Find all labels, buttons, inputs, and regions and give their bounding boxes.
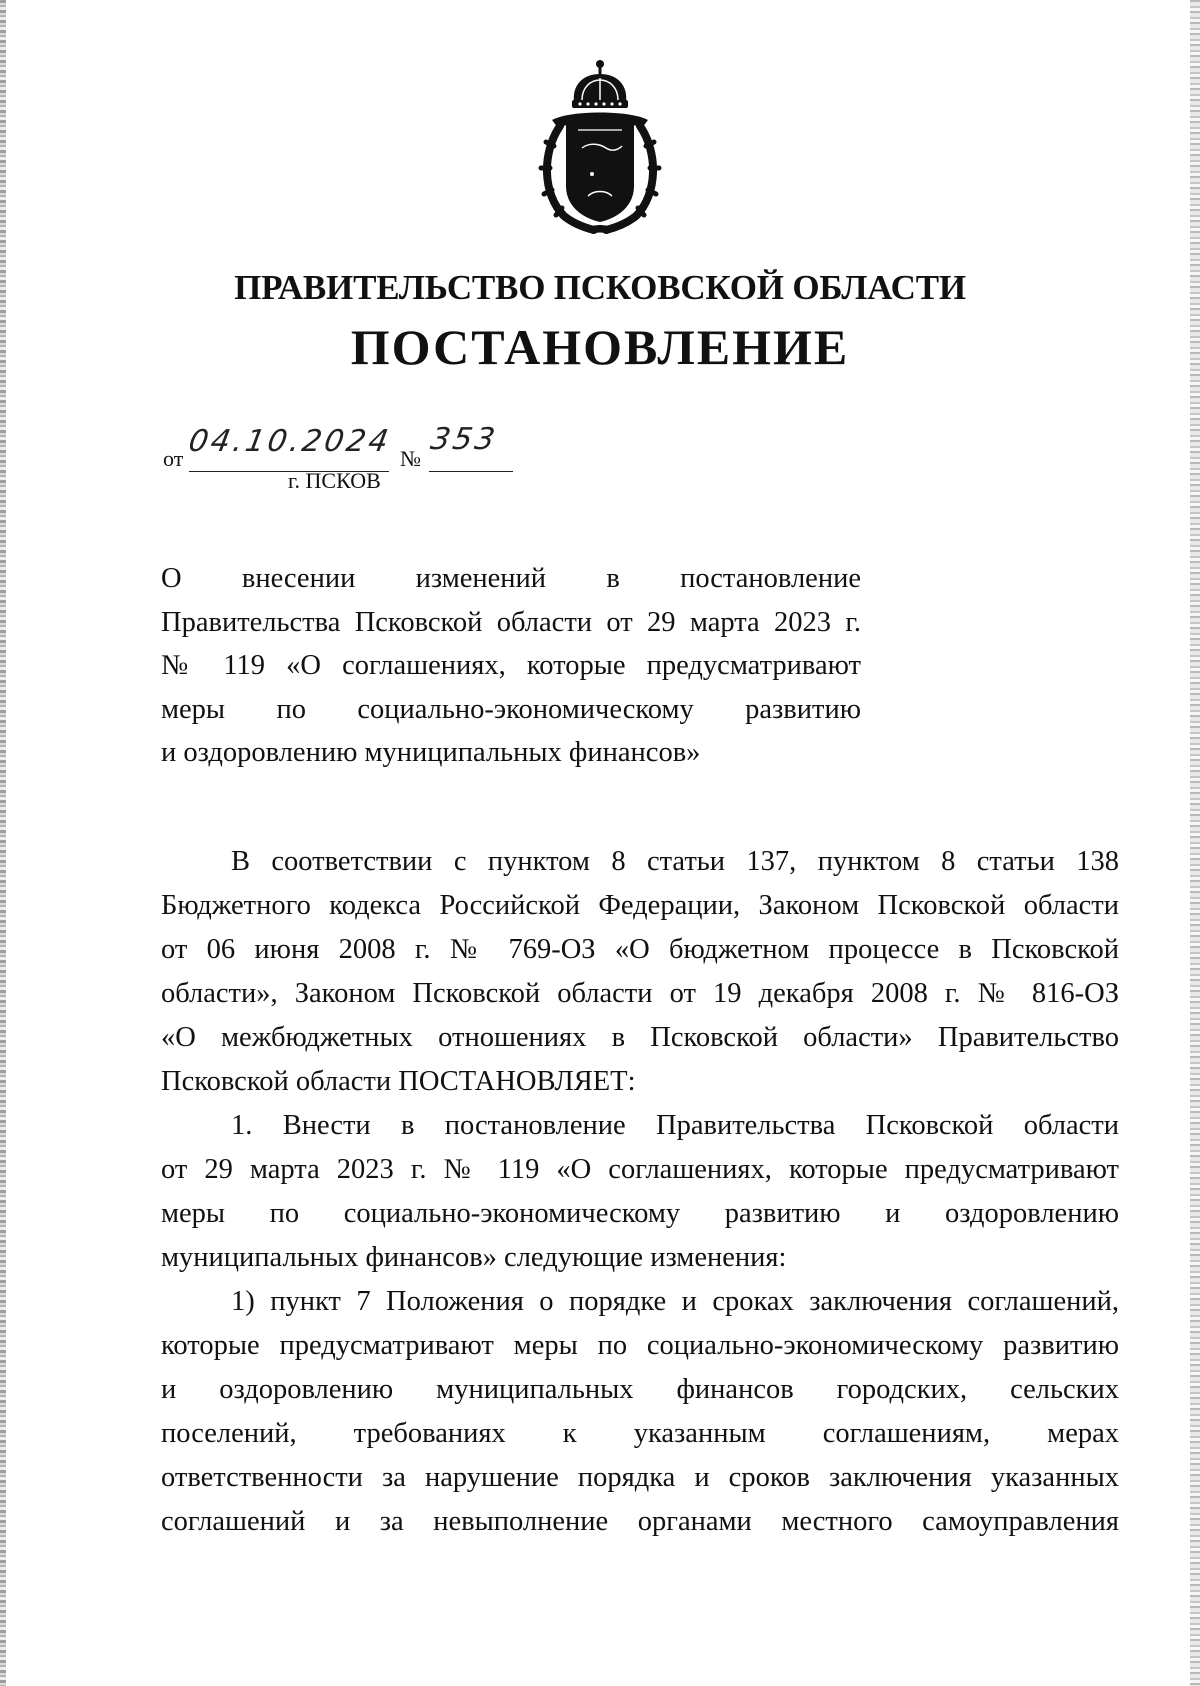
body-line: Бюджетного кодекса Российской Федерации, Законом Псковской области — [161, 890, 1119, 921]
subject-line: О внесении изменений в постановление — [161, 563, 861, 594]
body-line: области», Законом Псковской области от 19 декабря 2008 г. № 816-ОЗ — [161, 978, 1119, 1009]
body-line: В соответствии с пунктом 8 статьи 137, пунктом 8 статьи 138 — [231, 846, 1119, 877]
date-label: от — [163, 446, 184, 471]
scan-edge-right — [1190, 0, 1200, 1686]
body-line: от 06 июня 2008 г. № 769-ОЗ «О бюджетном процессе в Псковской — [161, 934, 1119, 965]
body-line: меры по социально-экономическому развитию и оздоровлению — [161, 1198, 1119, 1229]
body-line: «О межбюджетных отношениях в Псковской области» Правительство — [161, 1022, 1119, 1053]
scan-edge-left — [0, 0, 6, 1686]
body-line: и оздоровлению муниципальных финансов городских, сельских — [161, 1374, 1119, 1405]
document-type: ПОСТАНОВЛЕНИЕ — [350, 319, 850, 375]
subject-line: № 119 «О соглашениях, которые предусматривают — [161, 650, 861, 681]
subject-line: и оздоровлению муниципальных финансов» — [161, 737, 701, 768]
government-name: ПРАВИТЕЛЬСТВО ПСКОВСКОЙ ОБЛАСТИ — [234, 268, 966, 307]
document-body — [161, 840, 1119, 1544]
coat-of-arms-icon — [530, 56, 670, 236]
subject-line: меры по социально-экономическому развитию — [161, 693, 861, 725]
city: г. ПСКОВ — [288, 468, 381, 493]
number-value: 353 — [427, 422, 501, 457]
body-line: 1. Внести в постановление Правительства Псковской области — [231, 1110, 1119, 1141]
date-value: 04.10.2024 — [185, 424, 394, 459]
body-line: соглашений и за невыполнение органами местного самоуправления — [161, 1506, 1119, 1537]
number-underline — [429, 471, 513, 472]
document-subject — [161, 557, 861, 775]
body-line: муниципальных финансов» следующие изменения: — [161, 1242, 787, 1273]
body-line: которые предусматривают меры по социально-экономическому развитию — [161, 1330, 1119, 1361]
subject-line: Правительства Псковской области от 29 марта 2023 г. — [161, 606, 861, 638]
body-line: Псковской области ПОСТАНОВЛЯЕТ: — [161, 1066, 636, 1097]
body-line: ответственности за нарушение порядка и сроков заключения указанных — [161, 1462, 1119, 1493]
body-line: от 29 марта 2023 г. № 119 «О соглашениях, которые предусматривают — [161, 1154, 1119, 1185]
number-label: № — [400, 446, 421, 471]
body-line: 1) пункт 7 Положения о порядке и сроках заключения соглашений, — [231, 1286, 1119, 1317]
body-line: поселений, требованиях к указанным соглашениям, мерах — [161, 1418, 1119, 1449]
